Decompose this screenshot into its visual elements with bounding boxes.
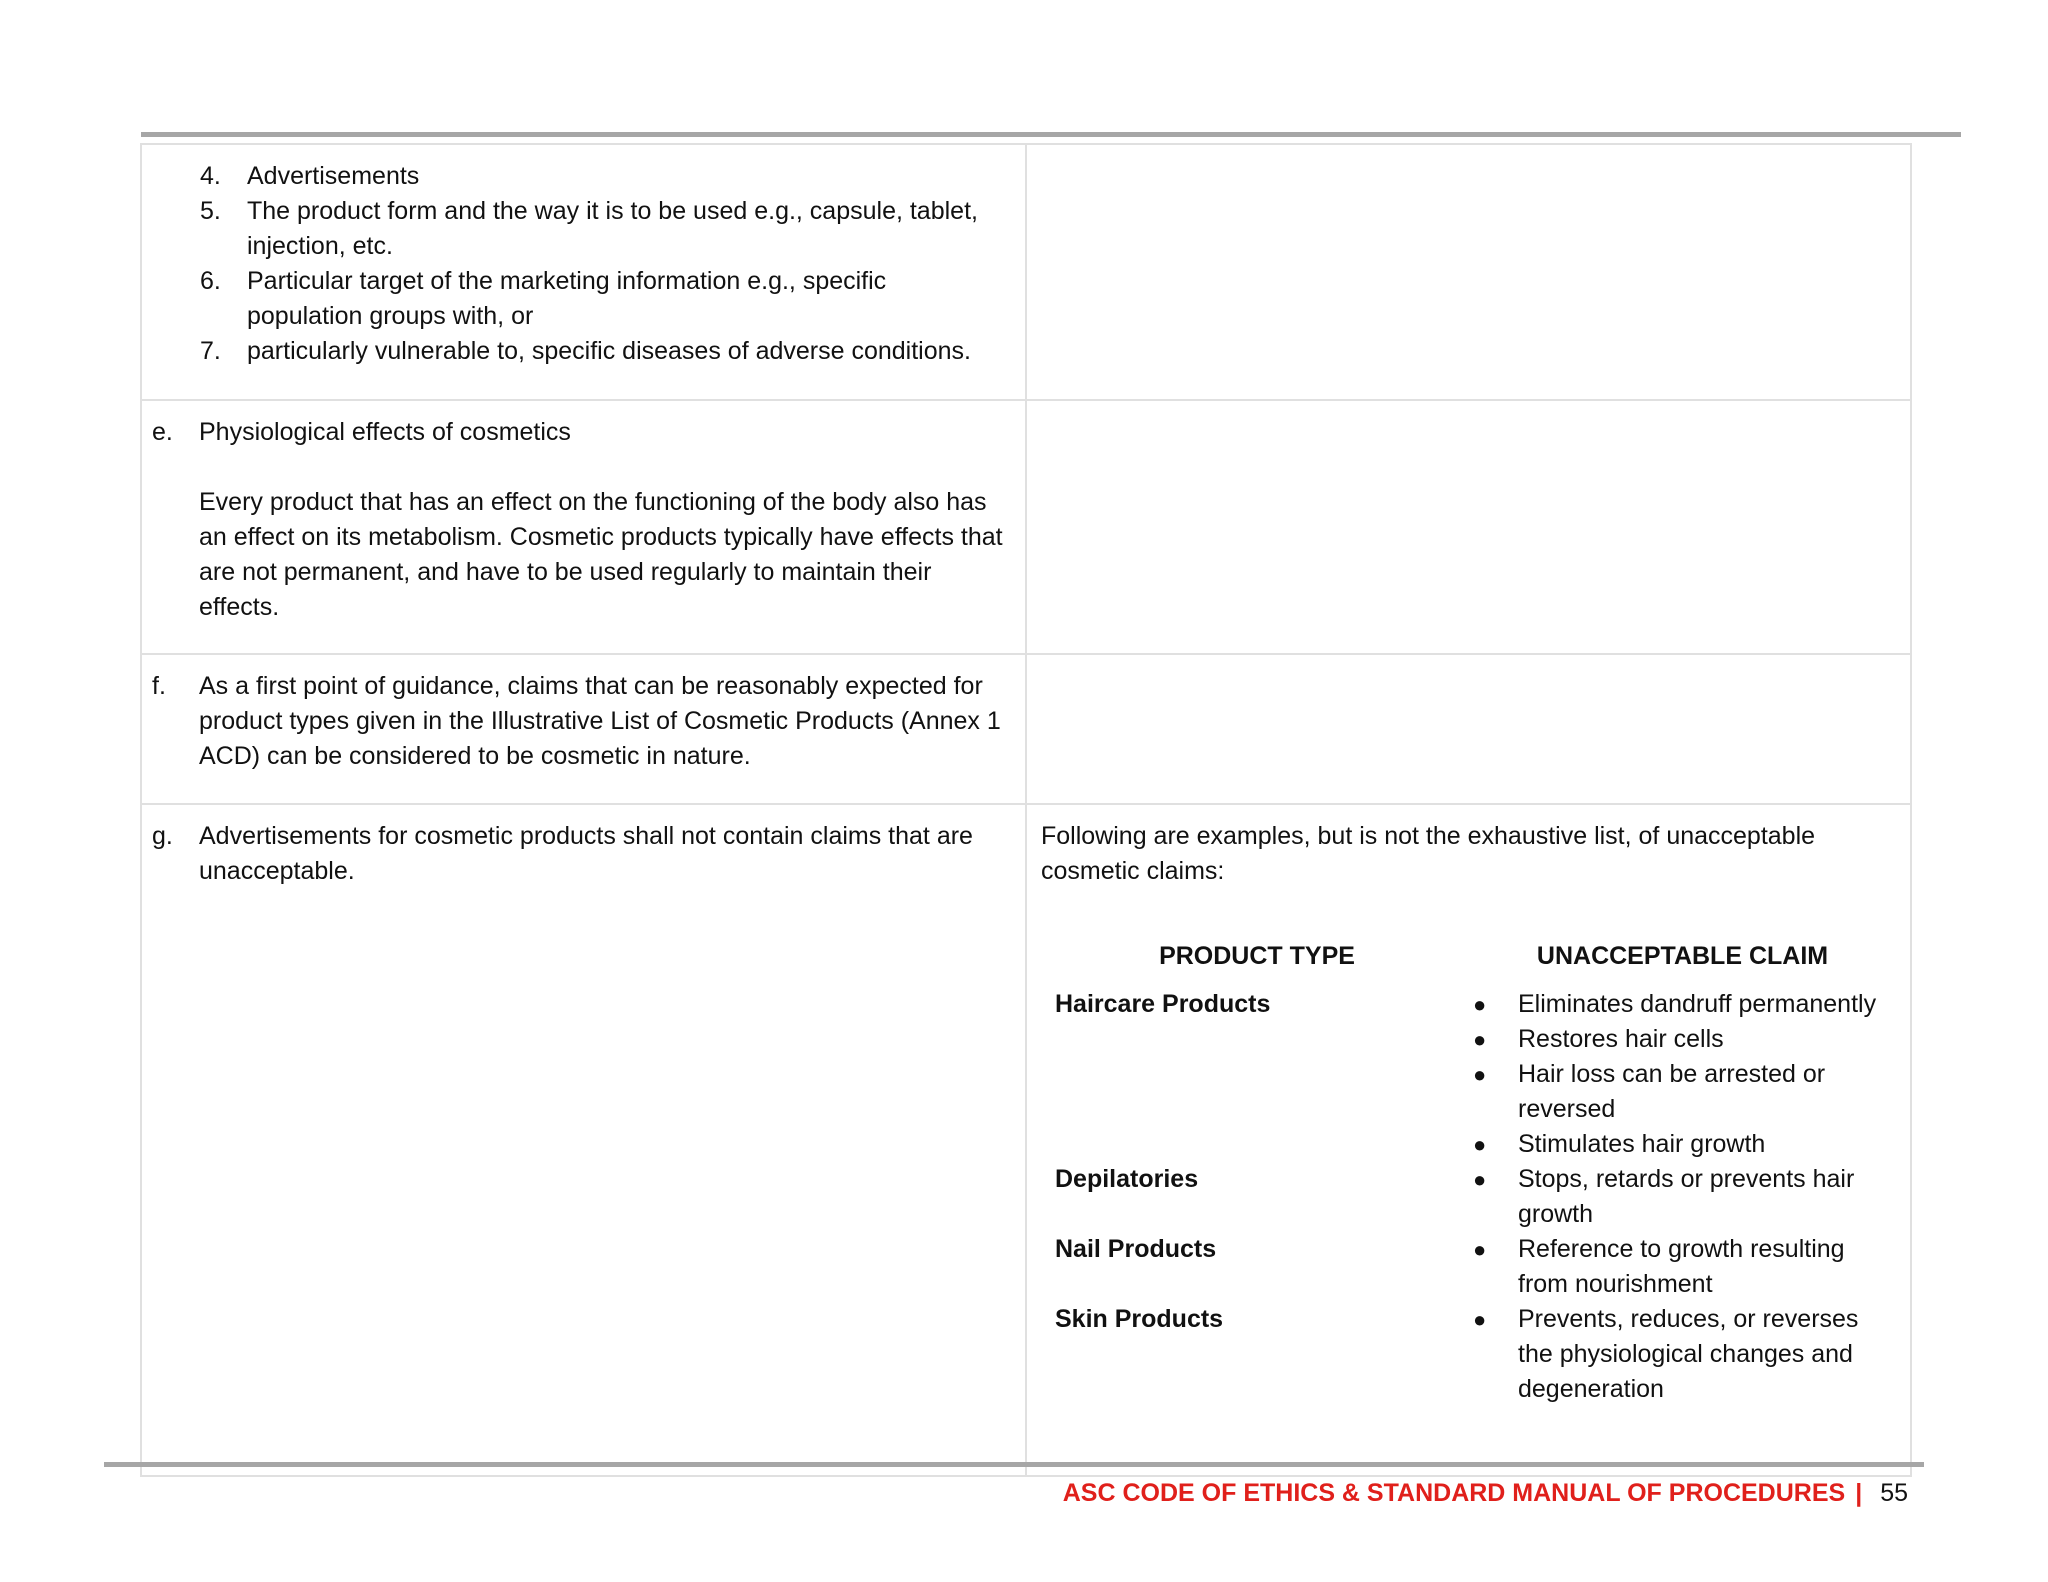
section-body: Every product that has an effect on the functioning of the body also has an effect on its metabolism. Cosmetic products typically have effects that are not permanent, and have to be used regularly to maintain their effects. (199, 488, 1003, 621)
list-number: 7. (200, 337, 221, 365)
claims-intro: Following are examples, but is not the exhaustive list, of unacceptable cosmetic claims: (1041, 822, 1816, 885)
claim-text: Eliminates dandruff permanently (1518, 990, 1877, 1018)
claim-list (1473, 1302, 1892, 1407)
product-type: Nail Products (1055, 1235, 1217, 1263)
footer-rule (104, 1462, 1924, 1467)
claim-row (1041, 1302, 1892, 1407)
claim-row (1041, 987, 1892, 1162)
table-cell-left (141, 144, 1026, 400)
product-type: Skin Products (1055, 1305, 1224, 1333)
section-letter: g. (152, 822, 173, 850)
claim-row (1041, 1162, 1892, 1232)
claim-item (1473, 1232, 1892, 1302)
footer-separator: | (1855, 1479, 1863, 1507)
claim-text: Stops, retards or prevents hair growth (1518, 1165, 1855, 1228)
product-type: Depilatories (1055, 1165, 1199, 1193)
table-row (141, 654, 1911, 804)
section-body: Advertisements for cosmetic products shall not contain claims that are unacceptable. (199, 822, 973, 885)
page-number: 55 (1880, 1479, 1908, 1507)
section-letter: f. (152, 672, 166, 700)
bullet-icon: ● (1473, 1132, 1487, 1157)
claim-row (1041, 1232, 1892, 1302)
section-body: As a first point of guidance, claims that can be reasonably expected for product types given in the Illustrative List of Cosmetic Products (Annex 1 ACD) can be considered to be cosmetic in nature. (199, 672, 1001, 770)
table-cell-left (141, 400, 1026, 654)
header-unacceptable-claim: UNACCEPTABLE CLAIM (1536, 942, 1829, 970)
table-row (141, 144, 1911, 400)
claim-text: Stimulates hair growth (1518, 1130, 1766, 1158)
list-text: Advertisements (247, 162, 420, 190)
header-rule (141, 132, 1961, 137)
claims-header (1041, 939, 1892, 974)
list-item (152, 264, 1007, 334)
claim-item (1473, 987, 1892, 1022)
table-cell-right (1026, 144, 1911, 400)
claim-list (1473, 1232, 1892, 1302)
bullet-icon: ● (1473, 1027, 1487, 1052)
list-item (152, 159, 1007, 194)
footer-title: ASC CODE OF ETHICS & STANDARD MANUAL OF PROCEDURES (1062, 1479, 1846, 1507)
table-row (141, 400, 1911, 654)
content-table (140, 143, 1912, 1477)
claims-table (1041, 939, 1892, 1407)
product-type: Haircare Products (1055, 990, 1271, 1018)
claim-item (1473, 1302, 1892, 1407)
bullet-icon: ● (1473, 992, 1487, 1017)
list-number: 5. (200, 197, 221, 225)
table-row (141, 804, 1911, 1476)
bullet-icon: ● (1473, 1062, 1487, 1087)
claim-text: Prevents, reduces, or reverses the physiological changes and degeneration (1518, 1305, 1859, 1403)
list-text: particularly vulnerable to, specific diseases of adverse conditions. (247, 337, 971, 365)
list-item (152, 334, 1007, 369)
claim-item (1473, 1127, 1892, 1162)
table-cell-right (1026, 804, 1911, 1476)
claim-text: Hair loss can be arrested or reversed (1518, 1060, 1826, 1123)
claim-text: Restores hair cells (1518, 1025, 1724, 1053)
bullet-icon: ● (1473, 1167, 1487, 1192)
claim-list (1473, 1162, 1892, 1232)
section-e (152, 415, 1007, 625)
numbered-list (152, 159, 1007, 369)
header-product-type: PRODUCT TYPE (1159, 942, 1355, 970)
claim-item (1473, 1057, 1892, 1127)
table-cell-left (141, 654, 1026, 804)
claim-item (1473, 1022, 1892, 1057)
claim-text: Reference to growth resulting from nourishment (1518, 1235, 1845, 1298)
section-heading: Physiological effects of cosmetics (199, 418, 571, 446)
table-cell-left (141, 804, 1026, 1476)
section-letter: e. (152, 418, 173, 446)
list-item (152, 194, 1007, 264)
bullet-icon: ● (1473, 1307, 1487, 1332)
table-cell-right (1026, 400, 1911, 654)
list-number: 4. (200, 162, 221, 190)
section-f (152, 669, 1007, 774)
bullet-icon: ● (1473, 1237, 1487, 1262)
claim-list (1473, 987, 1892, 1162)
list-text: Particular target of the marketing information e.g., specific population groups with, or (247, 267, 887, 330)
list-number: 6. (200, 267, 221, 295)
page-footer (1063, 1476, 1908, 1511)
section-g (152, 819, 1007, 889)
claim-item (1473, 1162, 1892, 1232)
table-cell-right (1026, 654, 1911, 804)
list-text: The product form and the way it is to be used e.g., capsule, tablet, injection, etc. (247, 197, 978, 260)
